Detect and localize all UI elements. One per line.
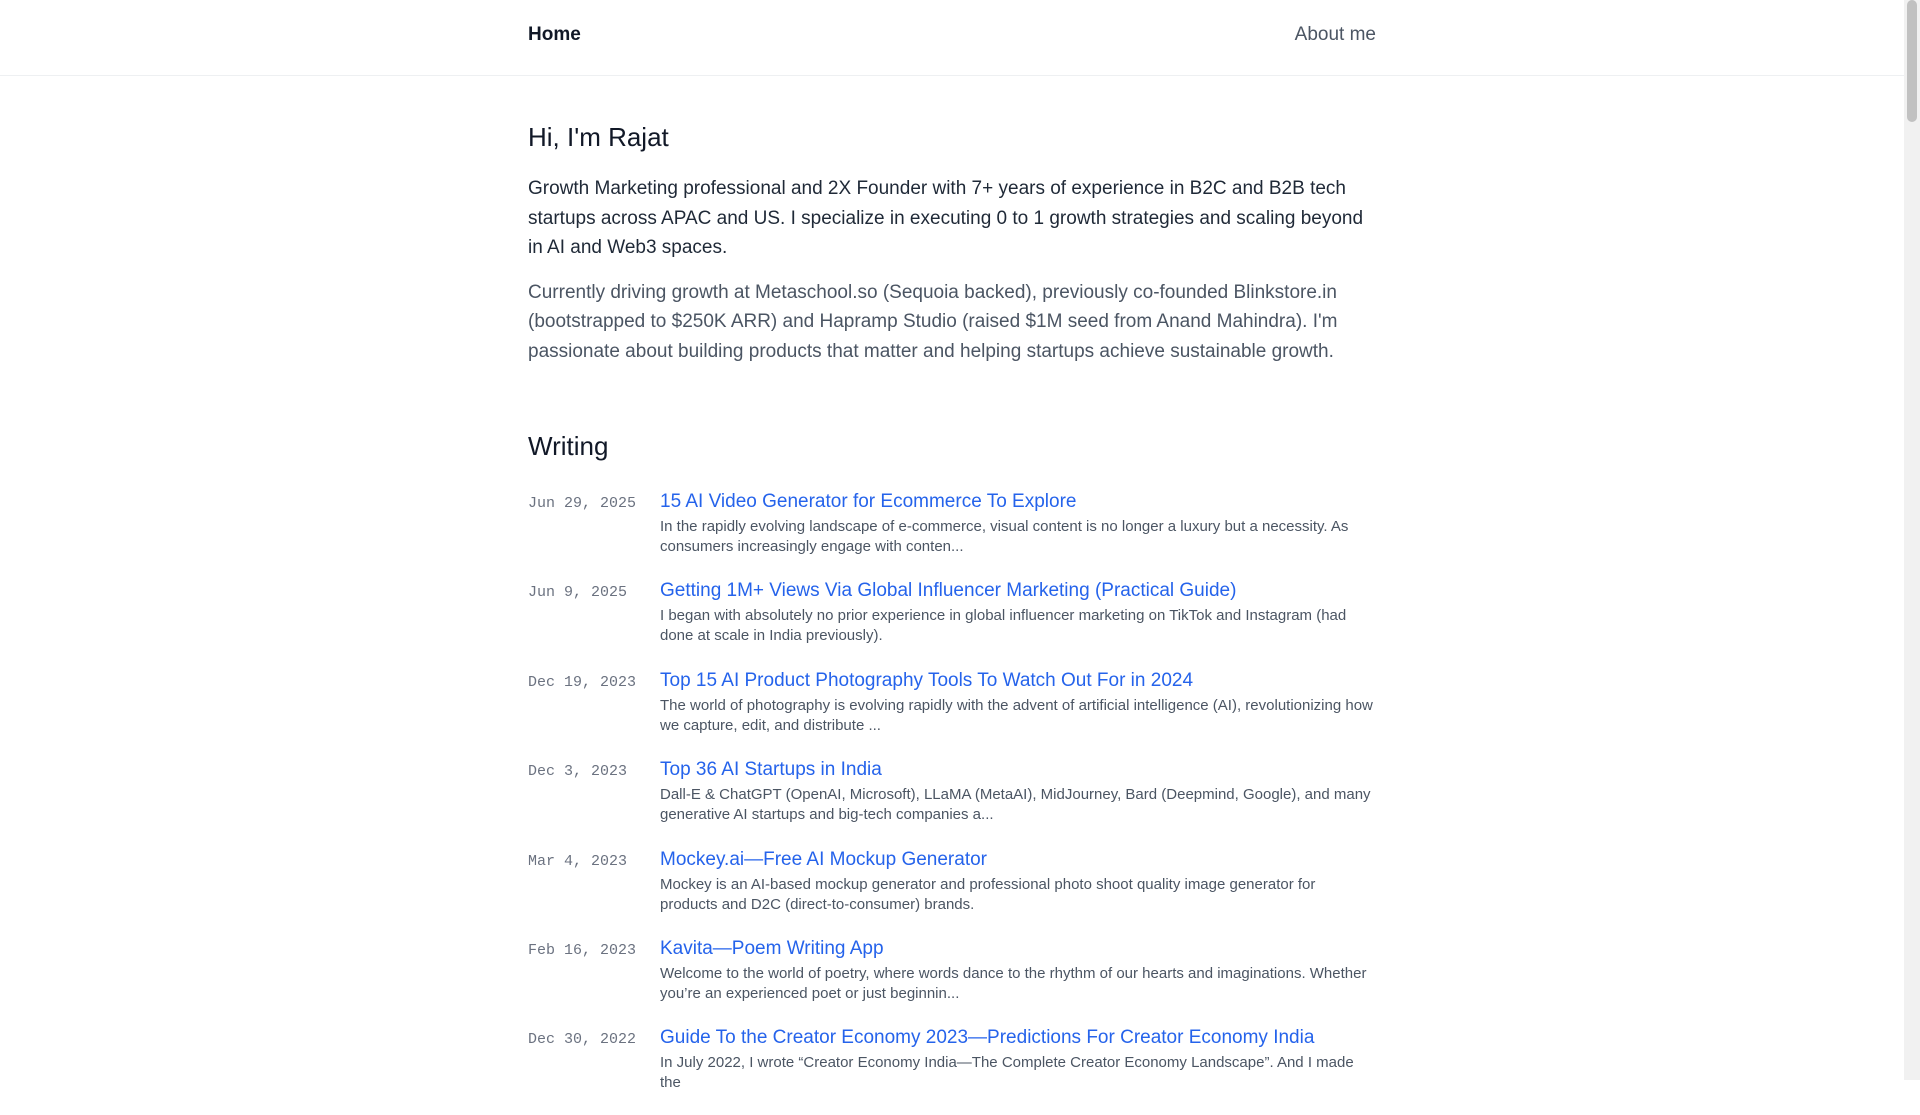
hero-current-role: Currently driving growth at Metaschool.so (Sequoia backed), previously co-founded Blinkstore.in (bootstrapped to $250K ARR) and Hapramp Studio (raised $1M seed from Anand Mahindra). I'm passionate about building products that matter and helping startups achieve sustainable growth. — [528, 281, 1338, 362]
post-title-link[interactable]: Top 36 AI Startups in India — [660, 759, 882, 781]
post-excerpt: In the rapidly evolving landscape of e-commerce, visual content is no longer a luxury but a necessity. As consumers increasingly engage with conten... — [660, 518, 1349, 555]
site-header — [0, 0, 1904, 76]
post-date: Dec 30, 2022 — [528, 1031, 637, 1049]
scrollbar-thumb[interactable] — [1907, 0, 1917, 122]
nav-home-link[interactable]: Home — [528, 24, 581, 45]
post-excerpt: In July 2022, I wrote “Creator Economy India—The Complete Creator Economy Landscape”. And I made the — [660, 1054, 1354, 1092]
post-item — [528, 936, 1376, 1025]
post-date: Dec 3, 2023 — [528, 763, 628, 781]
post-date: Feb 16, 2023 — [528, 941, 637, 959]
hero-greeting: Hi, I'm Rajat — [528, 122, 669, 152]
post-excerpt: The world of photography is evolving rapidly with the advent of artificial intelligence (AI), revolutionizing how we capture, edit, and distribute ... — [660, 696, 1373, 734]
post-date: Dec 19, 2023 — [528, 673, 637, 691]
post-body — [660, 578, 1376, 667]
post-excerpt: I began with absolutely no prior experience in global influencer marketing on TikTok and Instagram (had done at scale in India previously). — [660, 607, 1347, 645]
nav-about-link[interactable]: About me — [1294, 24, 1376, 45]
post-item — [528, 847, 1376, 936]
post-date: Jun 29, 2025 — [528, 495, 637, 512]
post-date: Mar 4, 2023 — [528, 852, 628, 870]
vertical-scrollbar[interactable] — [1904, 0, 1920, 1080]
post-item — [528, 1025, 1376, 1114]
post-body — [660, 847, 1376, 936]
posts-list — [528, 489, 1376, 1115]
post-title-link[interactable]: Guide To the Creator Economy 2023—Predictions For Creator Economy India — [660, 1027, 1315, 1049]
post-excerpt: Mockey is an AI-based mockup generator and professional photo shoot quality image generator for products and D2C (direct-to-consumer) brands. — [660, 875, 1316, 913]
post-title-link[interactable]: Getting 1M+ Views Via Global Influencer Marketing (Practical Guide) — [660, 580, 1237, 602]
post-item — [528, 668, 1376, 757]
post-body — [660, 757, 1376, 846]
post-body — [660, 668, 1376, 757]
post-item — [528, 578, 1376, 667]
post-title-link[interactable]: 15 AI Video Generator for Ecommerce To Explore — [660, 491, 1077, 512]
writing-heading: Writing — [528, 431, 609, 461]
post-title-link[interactable]: Mockey.ai—Free AI Mockup Generator — [660, 848, 987, 870]
post-item — [528, 757, 1376, 846]
post-title-link[interactable]: Top 15 AI Product Photography Tools To Watch Out For in 2024 — [660, 669, 1194, 691]
post-body — [660, 489, 1376, 578]
hero-intro: Growth Marketing professional and 2X Founder with 7+ years of experience in B2C and B2B tech startups across APAC and US. I specialize in executing 0 to 1 growth strategies and scaling beyond in AI and Web3 spaces. — [528, 178, 1364, 258]
post-item — [528, 489, 1376, 578]
post-title-link[interactable]: Kavita—Poem Writing App — [660, 937, 884, 959]
main-content — [528, 76, 1376, 1115]
post-body — [660, 1025, 1376, 1114]
post-body — [660, 936, 1376, 1025]
post-date: Jun 9, 2025 — [528, 584, 628, 602]
post-excerpt: Welcome to the world of poetry, where words dance to the rhythm of our hearts and imaginations. Whether you’re an experienced poet or just beginnin... — [660, 964, 1367, 1002]
post-excerpt: Dall-E & ChatGPT (OpenAI, Microsoft), LLaMA (MetaAI), MidJourney, Bard (Deepmind, Google), and many generative AI startups and big-tech companies a... — [660, 786, 1371, 824]
